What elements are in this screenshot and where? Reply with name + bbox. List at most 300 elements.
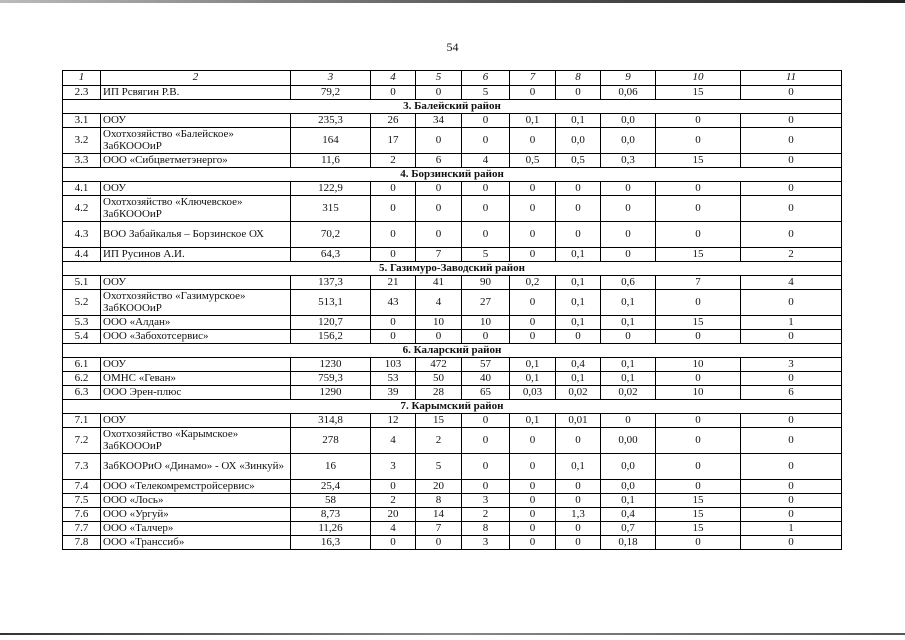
header-cell: 8: [556, 71, 601, 86]
row-number-cell: 3.1: [63, 114, 101, 128]
value-cell: 5: [462, 248, 510, 262]
value-cell: 4: [416, 290, 462, 316]
value-cell: 0: [510, 128, 556, 154]
value-cell: 50: [416, 372, 462, 386]
table-row: [63, 358, 842, 372]
value-cell: 1,3: [556, 508, 601, 522]
value-cell: 0,0: [601, 480, 656, 494]
value-cell: 15: [656, 316, 741, 330]
value-cell: 27: [462, 290, 510, 316]
value-cell: 0,0: [556, 128, 601, 154]
value-cell: 0: [601, 196, 656, 222]
value-cell: 0: [556, 522, 601, 536]
section-title: 5. Газимуро-Заводский район: [63, 262, 842, 276]
value-cell: 0: [510, 248, 556, 262]
value-cell: 0: [601, 182, 656, 196]
value-cell: 0: [462, 196, 510, 222]
value-cell: 0: [510, 428, 556, 454]
value-cell: 103: [371, 358, 416, 372]
value-cell: 5: [462, 86, 510, 100]
value-cell: 0: [741, 86, 842, 100]
header-cell: 5: [416, 71, 462, 86]
value-cell: 0: [556, 86, 601, 100]
section-header-row: [63, 168, 842, 182]
organization-cell: Охотхозяйство «Газимурское» ЗабКОООиР: [101, 290, 291, 316]
value-cell: 513,1: [291, 290, 371, 316]
value-cell: 0,1: [510, 114, 556, 128]
organization-cell: ООО «Алдан»: [101, 316, 291, 330]
value-cell: 0: [371, 86, 416, 100]
organization-cell: ООУ: [101, 414, 291, 428]
value-cell: 0: [556, 330, 601, 344]
value-cell: 0: [371, 222, 416, 248]
value-cell: 0: [601, 414, 656, 428]
value-cell: 0: [656, 428, 741, 454]
row-number-cell: 6.3: [63, 386, 101, 400]
value-cell: 7: [416, 248, 462, 262]
value-cell: 0: [741, 330, 842, 344]
table-row: [63, 182, 842, 196]
table-row: [63, 248, 842, 262]
value-cell: 90: [462, 276, 510, 290]
value-cell: 0: [556, 480, 601, 494]
value-cell: 0,1: [510, 414, 556, 428]
value-cell: 0: [656, 182, 741, 196]
value-cell: 21: [371, 276, 416, 290]
row-number-cell: 6.1: [63, 358, 101, 372]
row-number-cell: 3.2: [63, 128, 101, 154]
value-cell: 0,5: [510, 154, 556, 168]
value-cell: 0: [510, 316, 556, 330]
value-cell: 0,0: [601, 454, 656, 480]
value-cell: 0: [462, 182, 510, 196]
value-cell: 8,73: [291, 508, 371, 522]
value-cell: 0,00: [601, 428, 656, 454]
value-cell: 12: [371, 414, 416, 428]
value-cell: 79,2: [291, 86, 371, 100]
header-cell: 2: [101, 71, 291, 86]
value-cell: 0,1: [556, 372, 601, 386]
organization-cell: ООУ: [101, 182, 291, 196]
value-cell: 164: [291, 128, 371, 154]
value-cell: 0: [416, 182, 462, 196]
value-cell: 0: [656, 454, 741, 480]
row-number-cell: 5.2: [63, 290, 101, 316]
value-cell: 120,7: [291, 316, 371, 330]
value-cell: 20: [371, 508, 416, 522]
value-cell: 0: [741, 372, 842, 386]
row-number-cell: 4.1: [63, 182, 101, 196]
value-cell: 16,3: [291, 536, 371, 550]
value-cell: 0: [510, 454, 556, 480]
table-row: [63, 494, 842, 508]
organization-cell: ЗабКООРиО «Динамо» - ОХ «Зинкуй»: [101, 454, 291, 480]
header-cell: 6: [462, 71, 510, 86]
organization-cell: ОМНС «Геван»: [101, 372, 291, 386]
table-row: [63, 316, 842, 330]
organization-cell: ООО «Талчер»: [101, 522, 291, 536]
value-cell: 0: [656, 196, 741, 222]
value-cell: 0,6: [601, 276, 656, 290]
value-cell: 0: [656, 222, 741, 248]
organization-cell: ООО Эрен-плюс: [101, 386, 291, 400]
value-cell: 10: [656, 358, 741, 372]
table-row: [63, 522, 842, 536]
value-cell: 0: [741, 480, 842, 494]
value-cell: 58: [291, 494, 371, 508]
table-body: [63, 71, 842, 550]
value-cell: 0: [462, 222, 510, 248]
value-cell: 0: [556, 182, 601, 196]
table-row: [63, 154, 842, 168]
table-row: [63, 290, 842, 316]
table-row: [63, 386, 842, 400]
value-cell: 0,0: [601, 114, 656, 128]
value-cell: 0: [601, 222, 656, 248]
value-cell: 0: [371, 316, 416, 330]
value-cell: 0: [741, 536, 842, 550]
organization-cell: ООО «Сибцветметэнерго»: [101, 154, 291, 168]
value-cell: 0: [510, 290, 556, 316]
organization-cell: Охотхозяйство «Ключевское» ЗабКОООиР: [101, 196, 291, 222]
value-cell: 1230: [291, 358, 371, 372]
header-cell: 10: [656, 71, 741, 86]
value-cell: 0,1: [601, 316, 656, 330]
value-cell: 0,4: [556, 358, 601, 372]
table-row: [63, 222, 842, 248]
value-cell: 0,1: [510, 372, 556, 386]
value-cell: 759,3: [291, 372, 371, 386]
value-cell: 3: [462, 536, 510, 550]
value-cell: 6: [416, 154, 462, 168]
value-cell: 0: [510, 536, 556, 550]
value-cell: 43: [371, 290, 416, 316]
value-cell: 315: [291, 196, 371, 222]
value-cell: 0,02: [601, 386, 656, 400]
section-title: 6. Каларский район: [63, 344, 842, 358]
value-cell: 0: [741, 196, 842, 222]
table-row: [63, 428, 842, 454]
value-cell: 0: [656, 414, 741, 428]
value-cell: 14: [416, 508, 462, 522]
table-row: [63, 372, 842, 386]
value-cell: 0,5: [556, 154, 601, 168]
row-number-cell: 7.4: [63, 480, 101, 494]
table-row: [63, 276, 842, 290]
value-cell: 472: [416, 358, 462, 372]
header-cell: 11: [741, 71, 842, 86]
value-cell: 0: [462, 454, 510, 480]
value-cell: 2: [462, 508, 510, 522]
value-cell: 0,06: [601, 86, 656, 100]
scan-edge-bottom: [0, 633, 905, 635]
value-cell: 0: [416, 196, 462, 222]
value-cell: 0: [601, 330, 656, 344]
row-number-cell: 5.4: [63, 330, 101, 344]
row-number-cell: 7.1: [63, 414, 101, 428]
value-cell: 278: [291, 428, 371, 454]
header-cell: 9: [601, 71, 656, 86]
value-cell: 5: [416, 454, 462, 480]
table-row: [63, 330, 842, 344]
value-cell: 0: [462, 114, 510, 128]
value-cell: 0,1: [510, 358, 556, 372]
section-header-row: [63, 344, 842, 358]
organization-cell: ИП Русинов А.И.: [101, 248, 291, 262]
value-cell: 1: [741, 522, 842, 536]
value-cell: 15: [656, 522, 741, 536]
section-title: 4. Борзинский район: [63, 168, 842, 182]
header-cell: 7: [510, 71, 556, 86]
value-cell: 16: [291, 454, 371, 480]
value-cell: 0: [556, 536, 601, 550]
value-cell: 0: [416, 222, 462, 248]
value-cell: 0: [741, 290, 842, 316]
organization-cell: ООО «Забохотсервис»: [101, 330, 291, 344]
table-row: [63, 128, 842, 154]
value-cell: 34: [416, 114, 462, 128]
value-cell: 3: [741, 358, 842, 372]
value-cell: 314,8: [291, 414, 371, 428]
value-cell: 0: [371, 196, 416, 222]
row-number-cell: 7.7: [63, 522, 101, 536]
value-cell: 0,4: [601, 508, 656, 522]
table-row: [63, 508, 842, 522]
value-cell: 15: [656, 248, 741, 262]
value-cell: 65: [462, 386, 510, 400]
value-cell: 64,3: [291, 248, 371, 262]
value-cell: 0: [556, 494, 601, 508]
value-cell: 156,2: [291, 330, 371, 344]
row-number-cell: 3.3: [63, 154, 101, 168]
header-cell: 3: [291, 71, 371, 86]
value-cell: 0: [656, 480, 741, 494]
value-cell: 2: [371, 154, 416, 168]
value-cell: 0: [371, 330, 416, 344]
value-cell: 0,0: [601, 128, 656, 154]
value-cell: 2: [371, 494, 416, 508]
value-cell: 0: [741, 182, 842, 196]
value-cell: 0,1: [601, 494, 656, 508]
value-cell: 0,2: [510, 276, 556, 290]
value-cell: 4: [462, 154, 510, 168]
table-row: [63, 454, 842, 480]
value-cell: 0: [510, 222, 556, 248]
table-row: [63, 536, 842, 550]
value-cell: 0,1: [556, 290, 601, 316]
row-number-cell: 7.3: [63, 454, 101, 480]
value-cell: 0: [510, 182, 556, 196]
value-cell: 0: [556, 428, 601, 454]
value-cell: 0: [601, 248, 656, 262]
organization-cell: ООО «Ургуй»: [101, 508, 291, 522]
value-cell: 40: [462, 372, 510, 386]
table-row: [63, 480, 842, 494]
value-cell: 0: [510, 480, 556, 494]
value-cell: 0,1: [556, 454, 601, 480]
value-cell: 0,03: [510, 386, 556, 400]
value-cell: 28: [416, 386, 462, 400]
value-cell: 0: [741, 414, 842, 428]
value-cell: 0: [510, 494, 556, 508]
organization-cell: ООО «Транссиб»: [101, 536, 291, 550]
value-cell: 7: [656, 276, 741, 290]
value-cell: 10: [656, 386, 741, 400]
header-cell: 4: [371, 71, 416, 86]
table-row: [63, 196, 842, 222]
value-cell: 15: [656, 494, 741, 508]
value-cell: 0: [656, 372, 741, 386]
value-cell: 0: [741, 428, 842, 454]
value-cell: 0: [371, 182, 416, 196]
value-cell: 0: [462, 128, 510, 154]
value-cell: 0: [741, 494, 842, 508]
value-cell: 0: [510, 522, 556, 536]
value-cell: 122,9: [291, 182, 371, 196]
row-number-cell: 4.3: [63, 222, 101, 248]
value-cell: 70,2: [291, 222, 371, 248]
value-cell: 0,1: [556, 316, 601, 330]
value-cell: 0: [656, 536, 741, 550]
header-row: [63, 71, 842, 86]
organization-cell: ООУ: [101, 276, 291, 290]
value-cell: 0: [462, 330, 510, 344]
row-number-cell: 5.1: [63, 276, 101, 290]
value-cell: 11,6: [291, 154, 371, 168]
organization-cell: ООУ: [101, 358, 291, 372]
organization-cell: ООО «Лось»: [101, 494, 291, 508]
organization-cell: ВОО Забайкалья – Борзинское ОХ: [101, 222, 291, 248]
value-cell: 17: [371, 128, 416, 154]
value-cell: 15: [656, 508, 741, 522]
row-number-cell: 7.8: [63, 536, 101, 550]
value-cell: 0,1: [556, 248, 601, 262]
value-cell: 0: [741, 454, 842, 480]
value-cell: 10: [416, 316, 462, 330]
value-cell: 0: [416, 128, 462, 154]
organization-cell: ООО «Телекомремстройсервис»: [101, 480, 291, 494]
table-row: [63, 414, 842, 428]
row-number-cell: 6.2: [63, 372, 101, 386]
value-cell: 0,1: [556, 276, 601, 290]
value-cell: 0: [371, 536, 416, 550]
section-header-row: [63, 262, 842, 276]
value-cell: 8: [462, 522, 510, 536]
value-cell: 0: [510, 196, 556, 222]
value-cell: 10: [462, 316, 510, 330]
page-number: 54: [446, 40, 459, 54]
value-cell: 7: [416, 522, 462, 536]
value-cell: 0: [416, 330, 462, 344]
value-cell: 3: [462, 494, 510, 508]
value-cell: 0: [462, 428, 510, 454]
row-number-cell: 7.2: [63, 428, 101, 454]
value-cell: 0: [462, 414, 510, 428]
section-title: 7. Карымский район: [63, 400, 842, 414]
value-cell: 0: [416, 86, 462, 100]
value-cell: 8: [416, 494, 462, 508]
value-cell: 3: [371, 454, 416, 480]
value-cell: 0: [556, 196, 601, 222]
value-cell: 0: [371, 248, 416, 262]
organization-cell: Охотхозяйство «Балейское» ЗабКОООиР: [101, 128, 291, 154]
row-number-cell: 4.2: [63, 196, 101, 222]
value-cell: 0: [656, 330, 741, 344]
value-cell: 25,4: [291, 480, 371, 494]
value-cell: 0: [656, 290, 741, 316]
data-table: [62, 70, 842, 550]
value-cell: 20: [416, 480, 462, 494]
value-cell: 0,1: [601, 290, 656, 316]
value-cell: 0: [741, 114, 842, 128]
value-cell: 0,1: [556, 114, 601, 128]
value-cell: 15: [656, 86, 741, 100]
value-cell: 53: [371, 372, 416, 386]
value-cell: 0: [416, 536, 462, 550]
value-cell: 0: [510, 330, 556, 344]
value-cell: 26: [371, 114, 416, 128]
value-cell: 0: [510, 508, 556, 522]
section-title: 3. Балейский район: [63, 100, 842, 114]
value-cell: 0,02: [556, 386, 601, 400]
value-cell: 137,3: [291, 276, 371, 290]
value-cell: 2: [741, 248, 842, 262]
value-cell: 1: [741, 316, 842, 330]
value-cell: 0,7: [601, 522, 656, 536]
value-cell: 4: [371, 522, 416, 536]
table-row: [63, 86, 842, 100]
value-cell: 15: [416, 414, 462, 428]
section-header-row: [63, 100, 842, 114]
value-cell: 4: [741, 276, 842, 290]
value-cell: 41: [416, 276, 462, 290]
value-cell: 0: [462, 480, 510, 494]
row-number-cell: 5.3: [63, 316, 101, 330]
organization-cell: ООУ: [101, 114, 291, 128]
value-cell: 0: [656, 114, 741, 128]
row-number-cell: 2.3: [63, 86, 101, 100]
row-number-cell: 7.6: [63, 508, 101, 522]
value-cell: 57: [462, 358, 510, 372]
row-number-cell: 4.4: [63, 248, 101, 262]
value-cell: 0: [741, 222, 842, 248]
value-cell: 1290: [291, 386, 371, 400]
value-cell: 0: [510, 86, 556, 100]
organization-cell: ИП Рсвягин Р.В.: [101, 86, 291, 100]
value-cell: 0: [741, 508, 842, 522]
value-cell: 0,3: [601, 154, 656, 168]
value-cell: 0: [741, 128, 842, 154]
header-cell: 1: [63, 71, 101, 86]
value-cell: 235,3: [291, 114, 371, 128]
value-cell: 0: [741, 154, 842, 168]
organization-cell: Охотхозяйство «Карымское» ЗабКОООиР: [101, 428, 291, 454]
value-cell: 0: [656, 128, 741, 154]
value-cell: 15: [656, 154, 741, 168]
section-header-row: [63, 400, 842, 414]
value-cell: 0,01: [556, 414, 601, 428]
value-cell: 2: [416, 428, 462, 454]
row-number-cell: 7.5: [63, 494, 101, 508]
value-cell: 4: [371, 428, 416, 454]
value-cell: 0,18: [601, 536, 656, 550]
value-cell: 0,1: [601, 358, 656, 372]
scan-edge-top: [0, 0, 905, 3]
value-cell: 11,26: [291, 522, 371, 536]
value-cell: 39: [371, 386, 416, 400]
value-cell: 0,1: [601, 372, 656, 386]
table-row: [63, 114, 842, 128]
